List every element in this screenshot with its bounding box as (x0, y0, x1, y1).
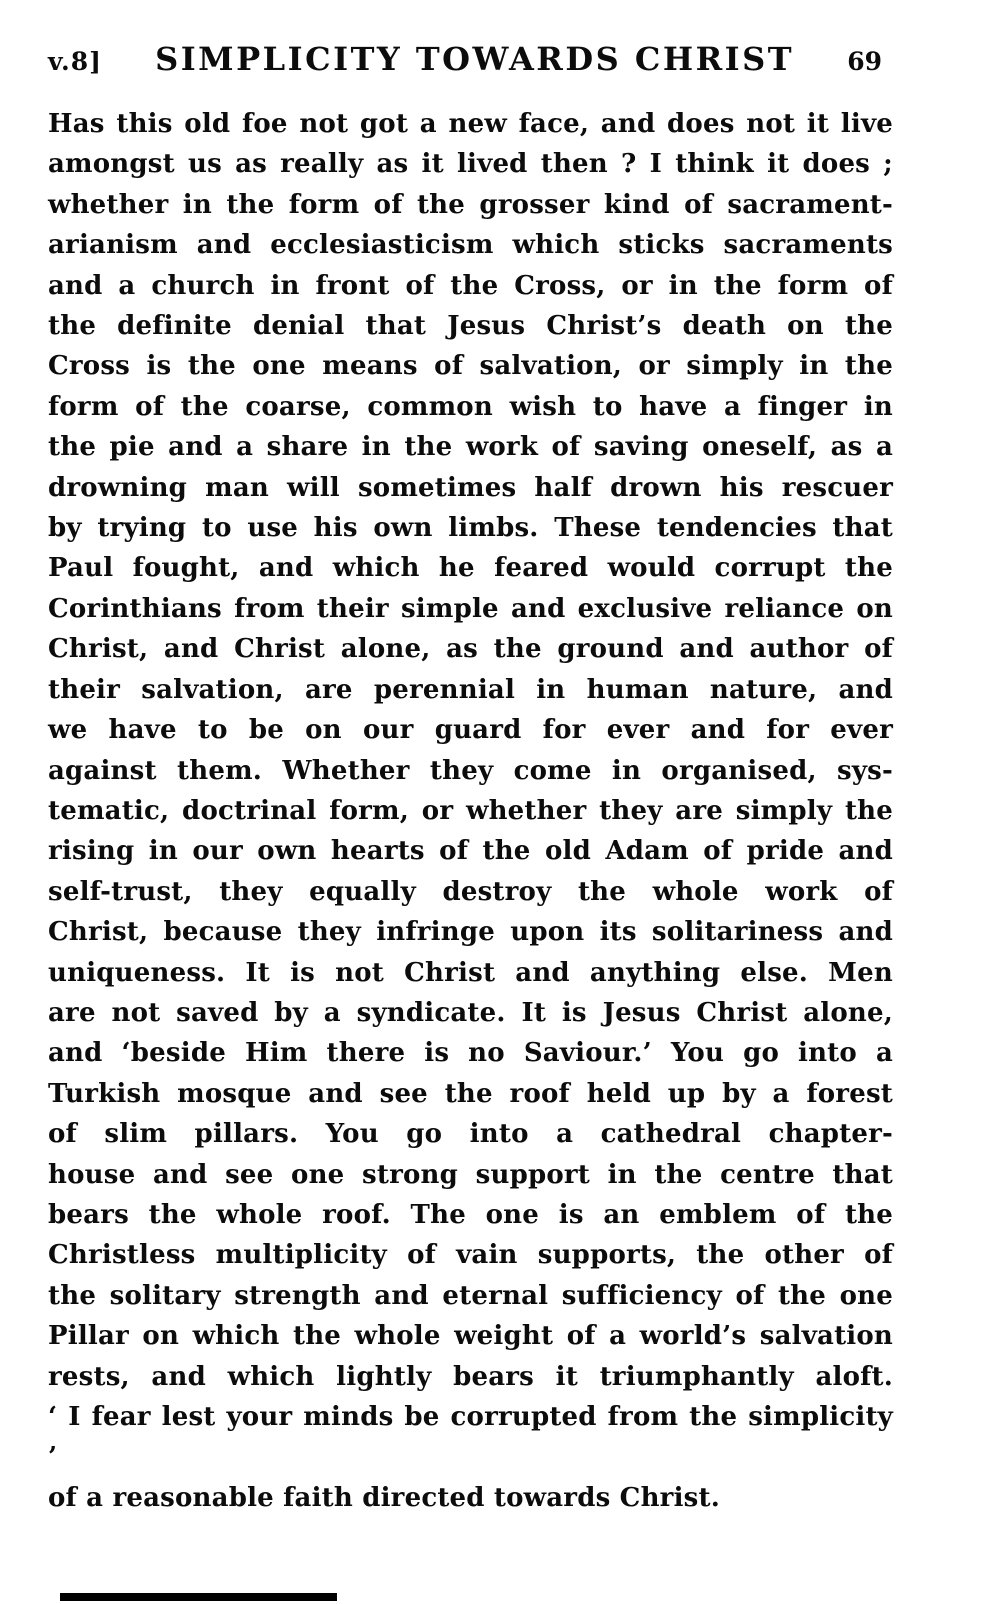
text-line: amongst us as really as it lived then ? I think it does ; (48, 149, 893, 180)
text-line: of slim pillars. You go into a cathedral chapter- (48, 1119, 893, 1150)
text-line: of a reasonable faith directed towards Christ. (48, 1482, 720, 1513)
section-marker: v.8] (48, 47, 102, 76)
text-line: against them. Whether they come in organised, sys- (48, 755, 893, 786)
text-line: the definite denial that Jesus Christ’s death on the (48, 311, 893, 342)
body-text (48, 104, 893, 1518)
text-line: are not saved by a syndicate. It is Jesus Christ alone, (48, 997, 893, 1028)
page-number: 69 (847, 47, 882, 76)
text-line: form of the coarse, common wish to have a finger in (48, 391, 893, 422)
scan-artifact-bar (60, 1593, 337, 1601)
page-header (48, 40, 882, 78)
text-line: drowning man will sometimes half drown his rescuer (48, 472, 893, 503)
text-line: and ‘beside Him there is no Saviour.’ You go into a (48, 1038, 893, 1069)
page-title: SIMPLICITY TOWARDS CHRIST (155, 40, 795, 78)
text-line: uniqueness. It is not Christ and anything else. Men (48, 957, 893, 988)
text-line: Cross is the one means of salvation, or simply in the (48, 351, 893, 382)
text-line: self-trust, they equally destroy the whole work of (48, 876, 893, 907)
text-line: Christ, and Christ alone, as the ground and author of (48, 634, 893, 665)
text-line: the pie and a share in the work of saving oneself, as a (48, 432, 893, 463)
text-line: tematic, doctrinal form, or whether they are simply the (48, 795, 893, 826)
text-line: Has this old foe not got a new face, and does not it live (48, 109, 893, 139)
text-line: Corinthians from their simple and exclusive reliance on (48, 593, 893, 624)
text-line: by trying to use his own limbs. These tendencies that (48, 513, 893, 544)
text-line: Turkish mosque and see the roof held up by a forest (48, 1078, 893, 1109)
text-line: ‘ I fear lest your minds be corrupted from the simplicity ’ (48, 1402, 893, 1473)
text-line: whether in the form of the grosser kind of sacrament- (48, 189, 893, 220)
text-line: we have to be on our guard for ever and for ever (48, 715, 893, 746)
text-line: and a church in front of the Cross, or in the form of (48, 270, 893, 301)
text-line: the solitary strength and eternal sufficiency of the one (48, 1280, 893, 1311)
text-line: house and see one strong support in the centre that (48, 1159, 893, 1190)
text-line: their salvation, are perennial in human nature, and (48, 674, 893, 705)
text-line: Paul fought, and which he feared would corrupt the (48, 553, 893, 584)
text-line: Pillar on which the whole weight of a world’s salvation (48, 1321, 893, 1352)
text-line: rests, and which lightly bears it triumphantly aloft. (48, 1361, 893, 1392)
text-line: rising in our own hearts of the old Adam of pride and (48, 836, 893, 867)
text-line: bears the whole roof. The one is an emblem of the (48, 1199, 893, 1230)
text-line: arianism and ecclesiasticism which sticks sacraments (48, 230, 893, 261)
text-line: Christ, because they infringe upon its solitariness and (48, 917, 893, 948)
text-line: Christless multiplicity of vain supports, the other of (48, 1240, 893, 1271)
